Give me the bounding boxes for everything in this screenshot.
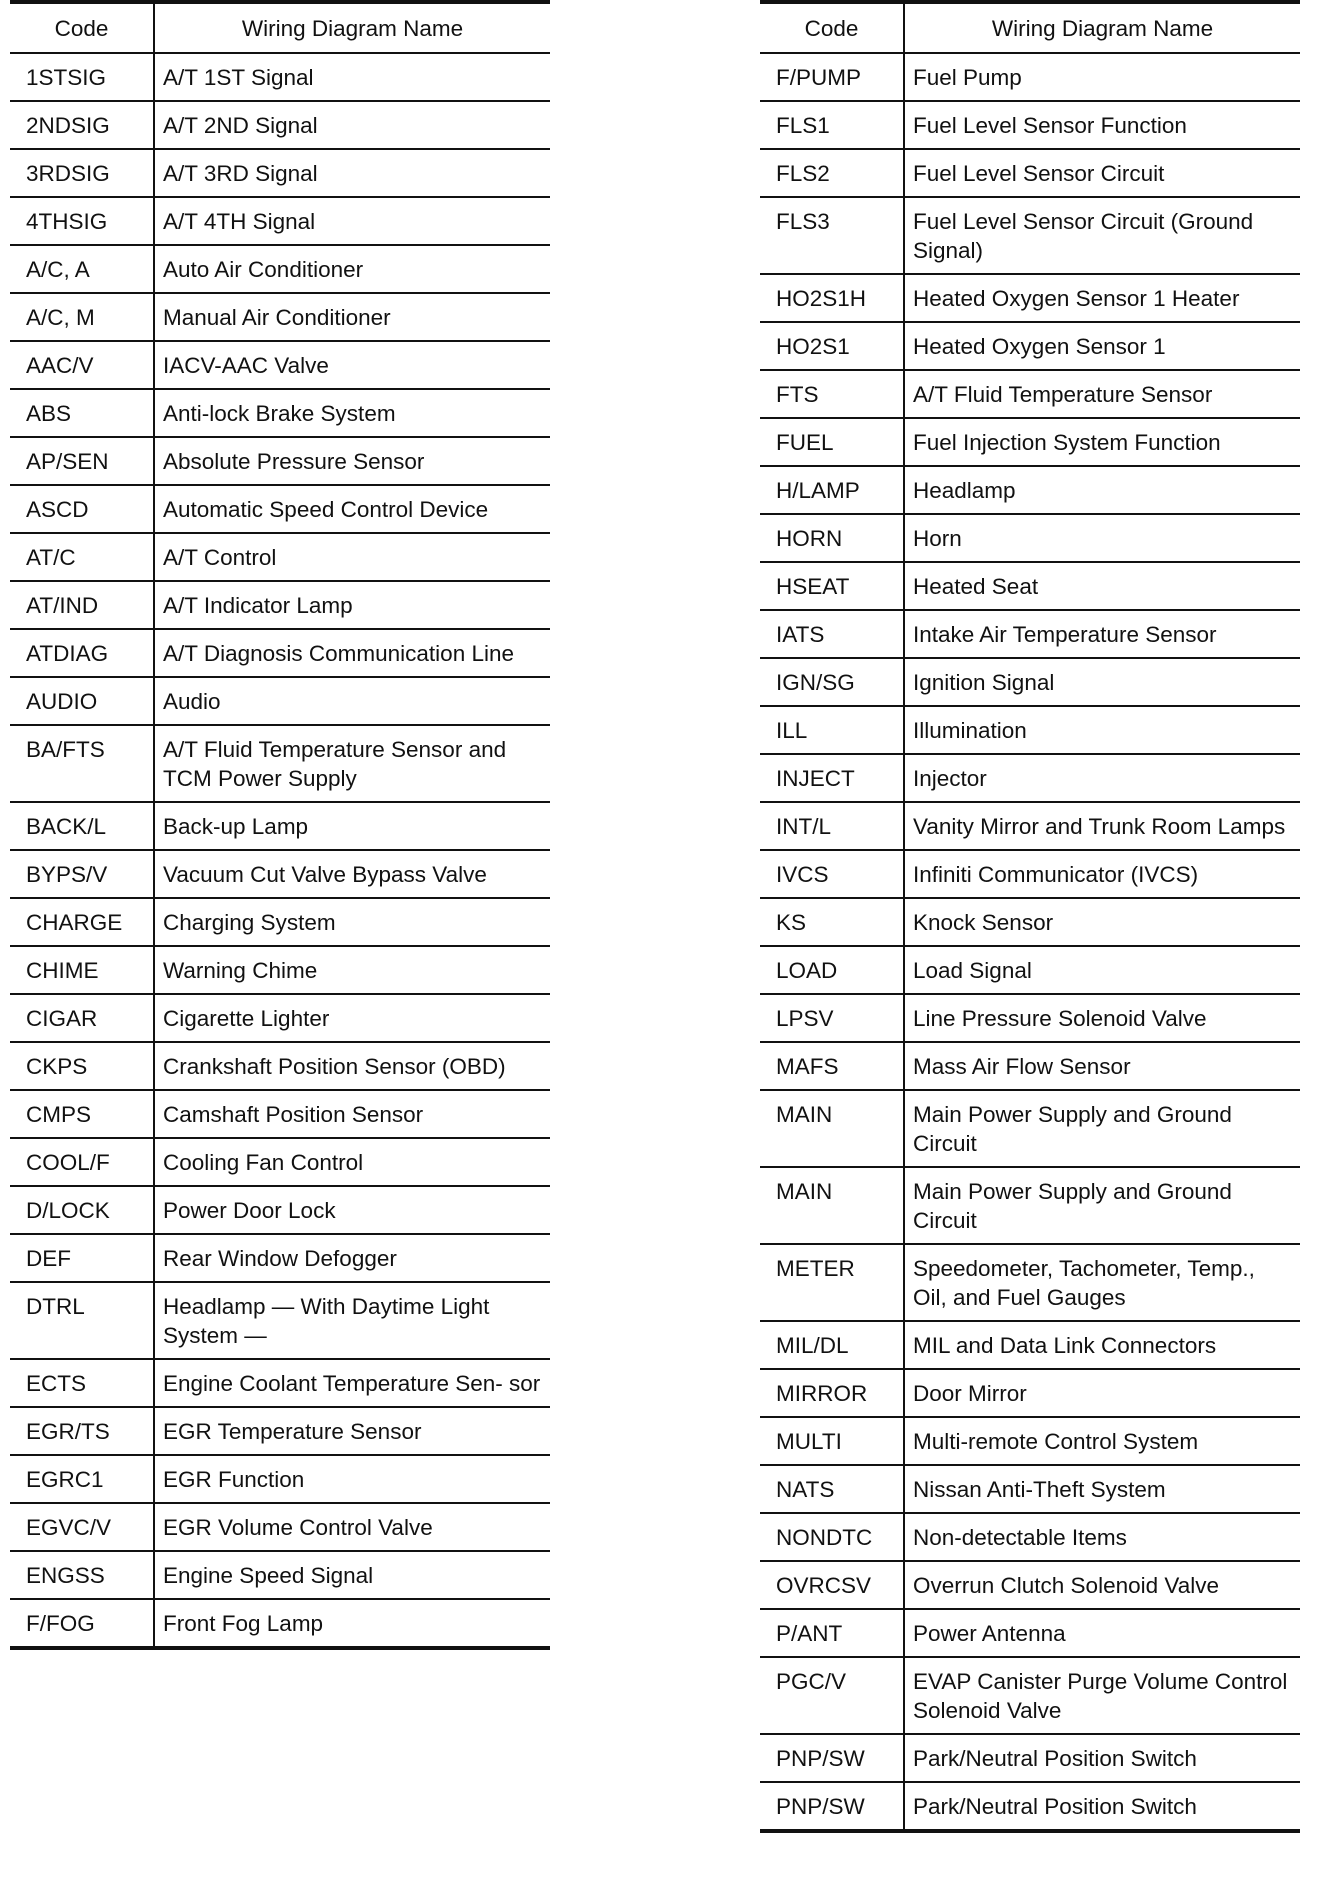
- diagram-name-cell: Camshaft Position Sensor: [163, 1102, 424, 1127]
- column-header-code: Code: [760, 2, 904, 53]
- code-cell: A/C, M: [10, 293, 154, 341]
- diagram-name-cell: Vacuum Cut Valve Bypass Valve: [163, 862, 487, 887]
- table-row: [760, 562, 1300, 610]
- code-cell: FLS1: [760, 101, 904, 149]
- diagram-name-cell: Fuel Injection System Function: [913, 430, 1221, 455]
- table-row: [10, 1186, 550, 1234]
- diagram-name-cell: Front Fog Lamp: [163, 1611, 324, 1636]
- code-cell: FLS3: [760, 197, 904, 274]
- code-cell: ILL: [760, 706, 904, 754]
- diagram-name-cell: A/T Diagnosis Communication Line: [163, 641, 515, 666]
- code-cell: ASCD: [10, 485, 154, 533]
- table-row: [760, 898, 1300, 946]
- diagram-name-cell: Headlamp — With Daytime Light System —: [163, 1294, 490, 1348]
- code-cell: NONDTC: [760, 1513, 904, 1561]
- code-cell: MAIN: [760, 1090, 904, 1167]
- table-row: [760, 418, 1300, 466]
- diagram-name-cell: EGR Function: [163, 1467, 305, 1492]
- right-table-body: [760, 53, 1300, 1831]
- diagram-name-cell: Headlamp: [913, 478, 1016, 503]
- table-header-row: [760, 2, 1300, 53]
- table-row: [10, 101, 550, 149]
- table-row: [760, 197, 1300, 274]
- column-header-code: Code: [10, 2, 154, 53]
- table-row: [760, 1657, 1300, 1734]
- code-cell: CHIME: [10, 946, 154, 994]
- table-row: [10, 1503, 550, 1551]
- code-cell: DTRL: [10, 1282, 154, 1359]
- table-row: [760, 658, 1300, 706]
- code-cell: ENGSS: [10, 1551, 154, 1599]
- diagram-name-cell: Park/Neutral Position Switch: [913, 1746, 1197, 1771]
- code-cell: EGRC1: [10, 1455, 154, 1503]
- diagram-name-cell: A/T Fluid Temperature Sensor: [913, 382, 1213, 407]
- code-cell: FTS: [760, 370, 904, 418]
- table-row: [10, 1599, 550, 1648]
- diagram-name-cell: Absolute Pressure Sensor: [163, 449, 425, 474]
- table-row: [760, 514, 1300, 562]
- table-row: [10, 1042, 550, 1090]
- diagram-name-cell: Door Mirror: [913, 1381, 1027, 1406]
- code-cell: INJECT: [760, 754, 904, 802]
- code-cell: HO2S1: [760, 322, 904, 370]
- table-row: [760, 466, 1300, 514]
- code-cell: CIGAR: [10, 994, 154, 1042]
- diagram-name-cell: Vanity Mirror and Trunk Room Lamps: [913, 814, 1286, 839]
- table-row: [760, 706, 1300, 754]
- code-cell: METER: [760, 1244, 904, 1321]
- code-cell: ATDIAG: [10, 629, 154, 677]
- table-row: [10, 1551, 550, 1599]
- code-cell: INT/L: [760, 802, 904, 850]
- diagram-name-cell: Fuel Pump: [913, 65, 1022, 90]
- table-row: [760, 802, 1300, 850]
- table-row: [760, 322, 1300, 370]
- table-row: [760, 1513, 1300, 1561]
- diagram-name-cell: EGR Temperature Sensor: [163, 1419, 422, 1444]
- code-cell: 4THSIG: [10, 197, 154, 245]
- table-row: [10, 437, 550, 485]
- table-header-row: [10, 2, 550, 53]
- table-row: [760, 370, 1300, 418]
- table-row: [760, 1167, 1300, 1244]
- table-row: [760, 101, 1300, 149]
- table-row: [10, 802, 550, 850]
- diagram-name-cell: Multi-remote Control System: [913, 1429, 1199, 1454]
- table-row: [10, 1234, 550, 1282]
- code-cell: HSEAT: [760, 562, 904, 610]
- diagram-name-cell: Load Signal: [913, 958, 1032, 983]
- code-cell: F/PUMP: [760, 53, 904, 101]
- code-cell: BACK/L: [10, 802, 154, 850]
- table-row: [10, 581, 550, 629]
- table-row: [760, 53, 1300, 101]
- diagram-name-cell: Mass Air Flow Sensor: [913, 1054, 1131, 1079]
- diagram-name-cell: A/T 3RD Signal: [163, 161, 318, 186]
- diagram-name-cell: Main Power Supply and Ground Circuit: [913, 1179, 1232, 1233]
- table-row: [760, 1609, 1300, 1657]
- table-row: [10, 1455, 550, 1503]
- code-cell: LOAD: [760, 946, 904, 994]
- diagram-name-cell: Main Power Supply and Ground Circuit: [913, 1102, 1232, 1156]
- table-row: [760, 1042, 1300, 1090]
- code-cell: LPSV: [760, 994, 904, 1042]
- diagram-name-cell: Audio: [163, 689, 221, 714]
- table-row: [10, 629, 550, 677]
- table-row: [10, 1407, 550, 1455]
- diagram-name-cell: Engine Speed Signal: [163, 1563, 374, 1588]
- table-row: [760, 274, 1300, 322]
- diagram-name-cell: Warning Chime: [163, 958, 318, 983]
- diagram-name-cell: A/T Control: [163, 545, 277, 570]
- left-table-column: [10, 0, 550, 1650]
- table-row: [10, 677, 550, 725]
- code-cell: AAC/V: [10, 341, 154, 389]
- code-cell: A/C, A: [10, 245, 154, 293]
- code-cell: AUDIO: [10, 677, 154, 725]
- diagram-name-cell: Heated Oxygen Sensor 1 Heater: [913, 286, 1240, 311]
- code-cell: CKPS: [10, 1042, 154, 1090]
- diagram-name-cell: Overrun Clutch Solenoid Valve: [913, 1573, 1219, 1598]
- table-row: [760, 1417, 1300, 1465]
- diagram-name-cell: Heated Seat: [913, 574, 1039, 599]
- table-row: [10, 341, 550, 389]
- table-row: [10, 53, 550, 101]
- code-cell: BA/FTS: [10, 725, 154, 802]
- code-cell: AP/SEN: [10, 437, 154, 485]
- code-cell: AT/IND: [10, 581, 154, 629]
- table-row: [10, 850, 550, 898]
- code-cell: IGN/SG: [760, 658, 904, 706]
- diagram-name-cell: Charging System: [163, 910, 336, 935]
- diagram-name-cell: Crankshaft Position Sensor (OBD): [163, 1054, 506, 1079]
- code-cell: OVRCSV: [760, 1561, 904, 1609]
- code-cell: D/LOCK: [10, 1186, 154, 1234]
- diagram-name-cell: Auto Air Conditioner: [163, 257, 364, 282]
- code-cell: MULTI: [760, 1417, 904, 1465]
- code-cell: 2NDSIG: [10, 101, 154, 149]
- code-cell: MIL/DL: [760, 1321, 904, 1369]
- code-cell: PNP/SW: [760, 1782, 904, 1831]
- table-row: [10, 1359, 550, 1407]
- table-row: [10, 1138, 550, 1186]
- table-row: [10, 725, 550, 802]
- table-row: [10, 293, 550, 341]
- code-cell: 3RDSIG: [10, 149, 154, 197]
- table-row: [10, 197, 550, 245]
- left-table-body: [10, 53, 550, 1648]
- code-cell: P/ANT: [760, 1609, 904, 1657]
- diagram-name-cell: Knock Sensor: [913, 910, 1054, 935]
- code-cell: ABS: [10, 389, 154, 437]
- diagram-name-cell: A/T 1ST Signal: [163, 65, 314, 90]
- diagram-name-cell: Park/Neutral Position Switch: [913, 1794, 1197, 1819]
- code-cell: PNP/SW: [760, 1734, 904, 1782]
- table-row: [760, 946, 1300, 994]
- code-cell: MAFS: [760, 1042, 904, 1090]
- table-row: [10, 485, 550, 533]
- diagram-name-cell: Fuel Level Sensor Circuit: [913, 161, 1165, 186]
- table-row: [760, 1465, 1300, 1513]
- table-row: [10, 898, 550, 946]
- code-cell: F/FOG: [10, 1599, 154, 1648]
- diagram-name-cell: Automatic Speed Control Device: [163, 497, 489, 522]
- diagram-name-cell: A/T 2ND Signal: [163, 113, 318, 138]
- diagram-name-cell: Anti-lock Brake System: [163, 401, 396, 426]
- diagram-name-cell: Cooling Fan Control: [163, 1150, 364, 1175]
- table-row: [760, 610, 1300, 658]
- wiring-diagram-table-left: [10, 0, 550, 1650]
- right-table-column: [760, 0, 1300, 1833]
- table-row: [760, 1244, 1300, 1321]
- diagram-name-cell: Injector: [913, 766, 987, 791]
- table-row: [10, 149, 550, 197]
- diagram-name-cell: Engine Coolant Temperature Sen- sor: [163, 1371, 541, 1396]
- diagram-name-cell: Power Door Lock: [163, 1198, 336, 1223]
- table-row: [10, 946, 550, 994]
- table-row: [760, 1369, 1300, 1417]
- diagram-name-cell: Nissan Anti-Theft System: [913, 1477, 1166, 1502]
- table-row: [10, 533, 550, 581]
- diagram-name-cell: Heated Oxygen Sensor 1: [913, 334, 1166, 359]
- diagram-name-cell: A/T 4TH Signal: [163, 209, 316, 234]
- diagram-name-cell: EGR Volume Control Valve: [163, 1515, 433, 1540]
- table-row: [760, 1321, 1300, 1369]
- code-cell: MAIN: [760, 1167, 904, 1244]
- table-row: [760, 1561, 1300, 1609]
- table-row: [760, 850, 1300, 898]
- table-row: [760, 754, 1300, 802]
- code-cell: MIRROR: [760, 1369, 904, 1417]
- diagram-name-cell: EVAP Canister Purge Volume Control Solenoid Valve: [913, 1669, 1288, 1723]
- diagram-name-cell: Manual Air Conditioner: [163, 305, 391, 330]
- code-cell: EGR/TS: [10, 1407, 154, 1455]
- table-row: [760, 149, 1300, 197]
- diagram-name-cell: IACV-AAC Valve: [163, 353, 329, 378]
- code-cell: COOL/F: [10, 1138, 154, 1186]
- table-row: [10, 389, 550, 437]
- diagram-name-cell: A/T Fluid Temperature Sensor and TCM Power Supply: [163, 737, 507, 791]
- code-cell: H/LAMP: [760, 466, 904, 514]
- code-cell: EGVC/V: [10, 1503, 154, 1551]
- diagram-name-cell: Horn: [913, 526, 962, 551]
- code-cell: FLS2: [760, 149, 904, 197]
- code-cell: DEF: [10, 1234, 154, 1282]
- diagram-name-cell: Speedometer, Tachometer, Temp., Oil, and Fuel Gauges: [913, 1256, 1255, 1310]
- code-cell: CMPS: [10, 1090, 154, 1138]
- table-row: [10, 994, 550, 1042]
- table-row: [760, 1734, 1300, 1782]
- column-header-name: Wiring Diagram Name: [154, 2, 550, 53]
- diagram-name-cell: MIL and Data Link Connectors: [913, 1333, 1217, 1358]
- diagram-name-cell: Infiniti Communicator (IVCS): [913, 862, 1199, 887]
- column-header-name: Wiring Diagram Name: [904, 2, 1300, 53]
- wiring-diagram-table-right: [760, 0, 1300, 1833]
- diagram-name-cell: Illumination: [913, 718, 1027, 743]
- table-row: [10, 245, 550, 293]
- code-cell: CHARGE: [10, 898, 154, 946]
- diagram-name-cell: Fuel Level Sensor Circuit (Ground Signal): [913, 209, 1254, 263]
- code-cell: ECTS: [10, 1359, 154, 1407]
- code-cell: FUEL: [760, 418, 904, 466]
- diagram-name-cell: Cigarette Lighter: [163, 1006, 330, 1031]
- code-cell: PGC/V: [760, 1657, 904, 1734]
- code-cell: IVCS: [760, 850, 904, 898]
- code-cell: 1STSIG: [10, 53, 154, 101]
- table-row: [760, 1782, 1300, 1831]
- diagram-name-cell: Ignition Signal: [913, 670, 1055, 695]
- diagram-name-cell: Fuel Level Sensor Function: [913, 113, 1187, 138]
- table-row: [10, 1282, 550, 1359]
- code-cell: HO2S1H: [760, 274, 904, 322]
- diagram-name-cell: Rear Window Defogger: [163, 1246, 397, 1271]
- table-row: [760, 1090, 1300, 1167]
- table-row: [10, 1090, 550, 1138]
- diagram-name-cell: Power Antenna: [913, 1621, 1066, 1646]
- code-cell: AT/C: [10, 533, 154, 581]
- code-cell: BYPS/V: [10, 850, 154, 898]
- code-cell: HORN: [760, 514, 904, 562]
- code-cell: NATS: [760, 1465, 904, 1513]
- diagram-name-cell: Non-detectable Items: [913, 1525, 1127, 1550]
- diagram-name-cell: Line Pressure Solenoid Valve: [913, 1006, 1207, 1031]
- table-row: [760, 994, 1300, 1042]
- code-cell: KS: [760, 898, 904, 946]
- diagram-name-cell: A/T Indicator Lamp: [163, 593, 353, 618]
- diagram-name-cell: Intake Air Temperature Sensor: [913, 622, 1217, 647]
- code-cell: IATS: [760, 610, 904, 658]
- diagram-name-cell: Back-up Lamp: [163, 814, 309, 839]
